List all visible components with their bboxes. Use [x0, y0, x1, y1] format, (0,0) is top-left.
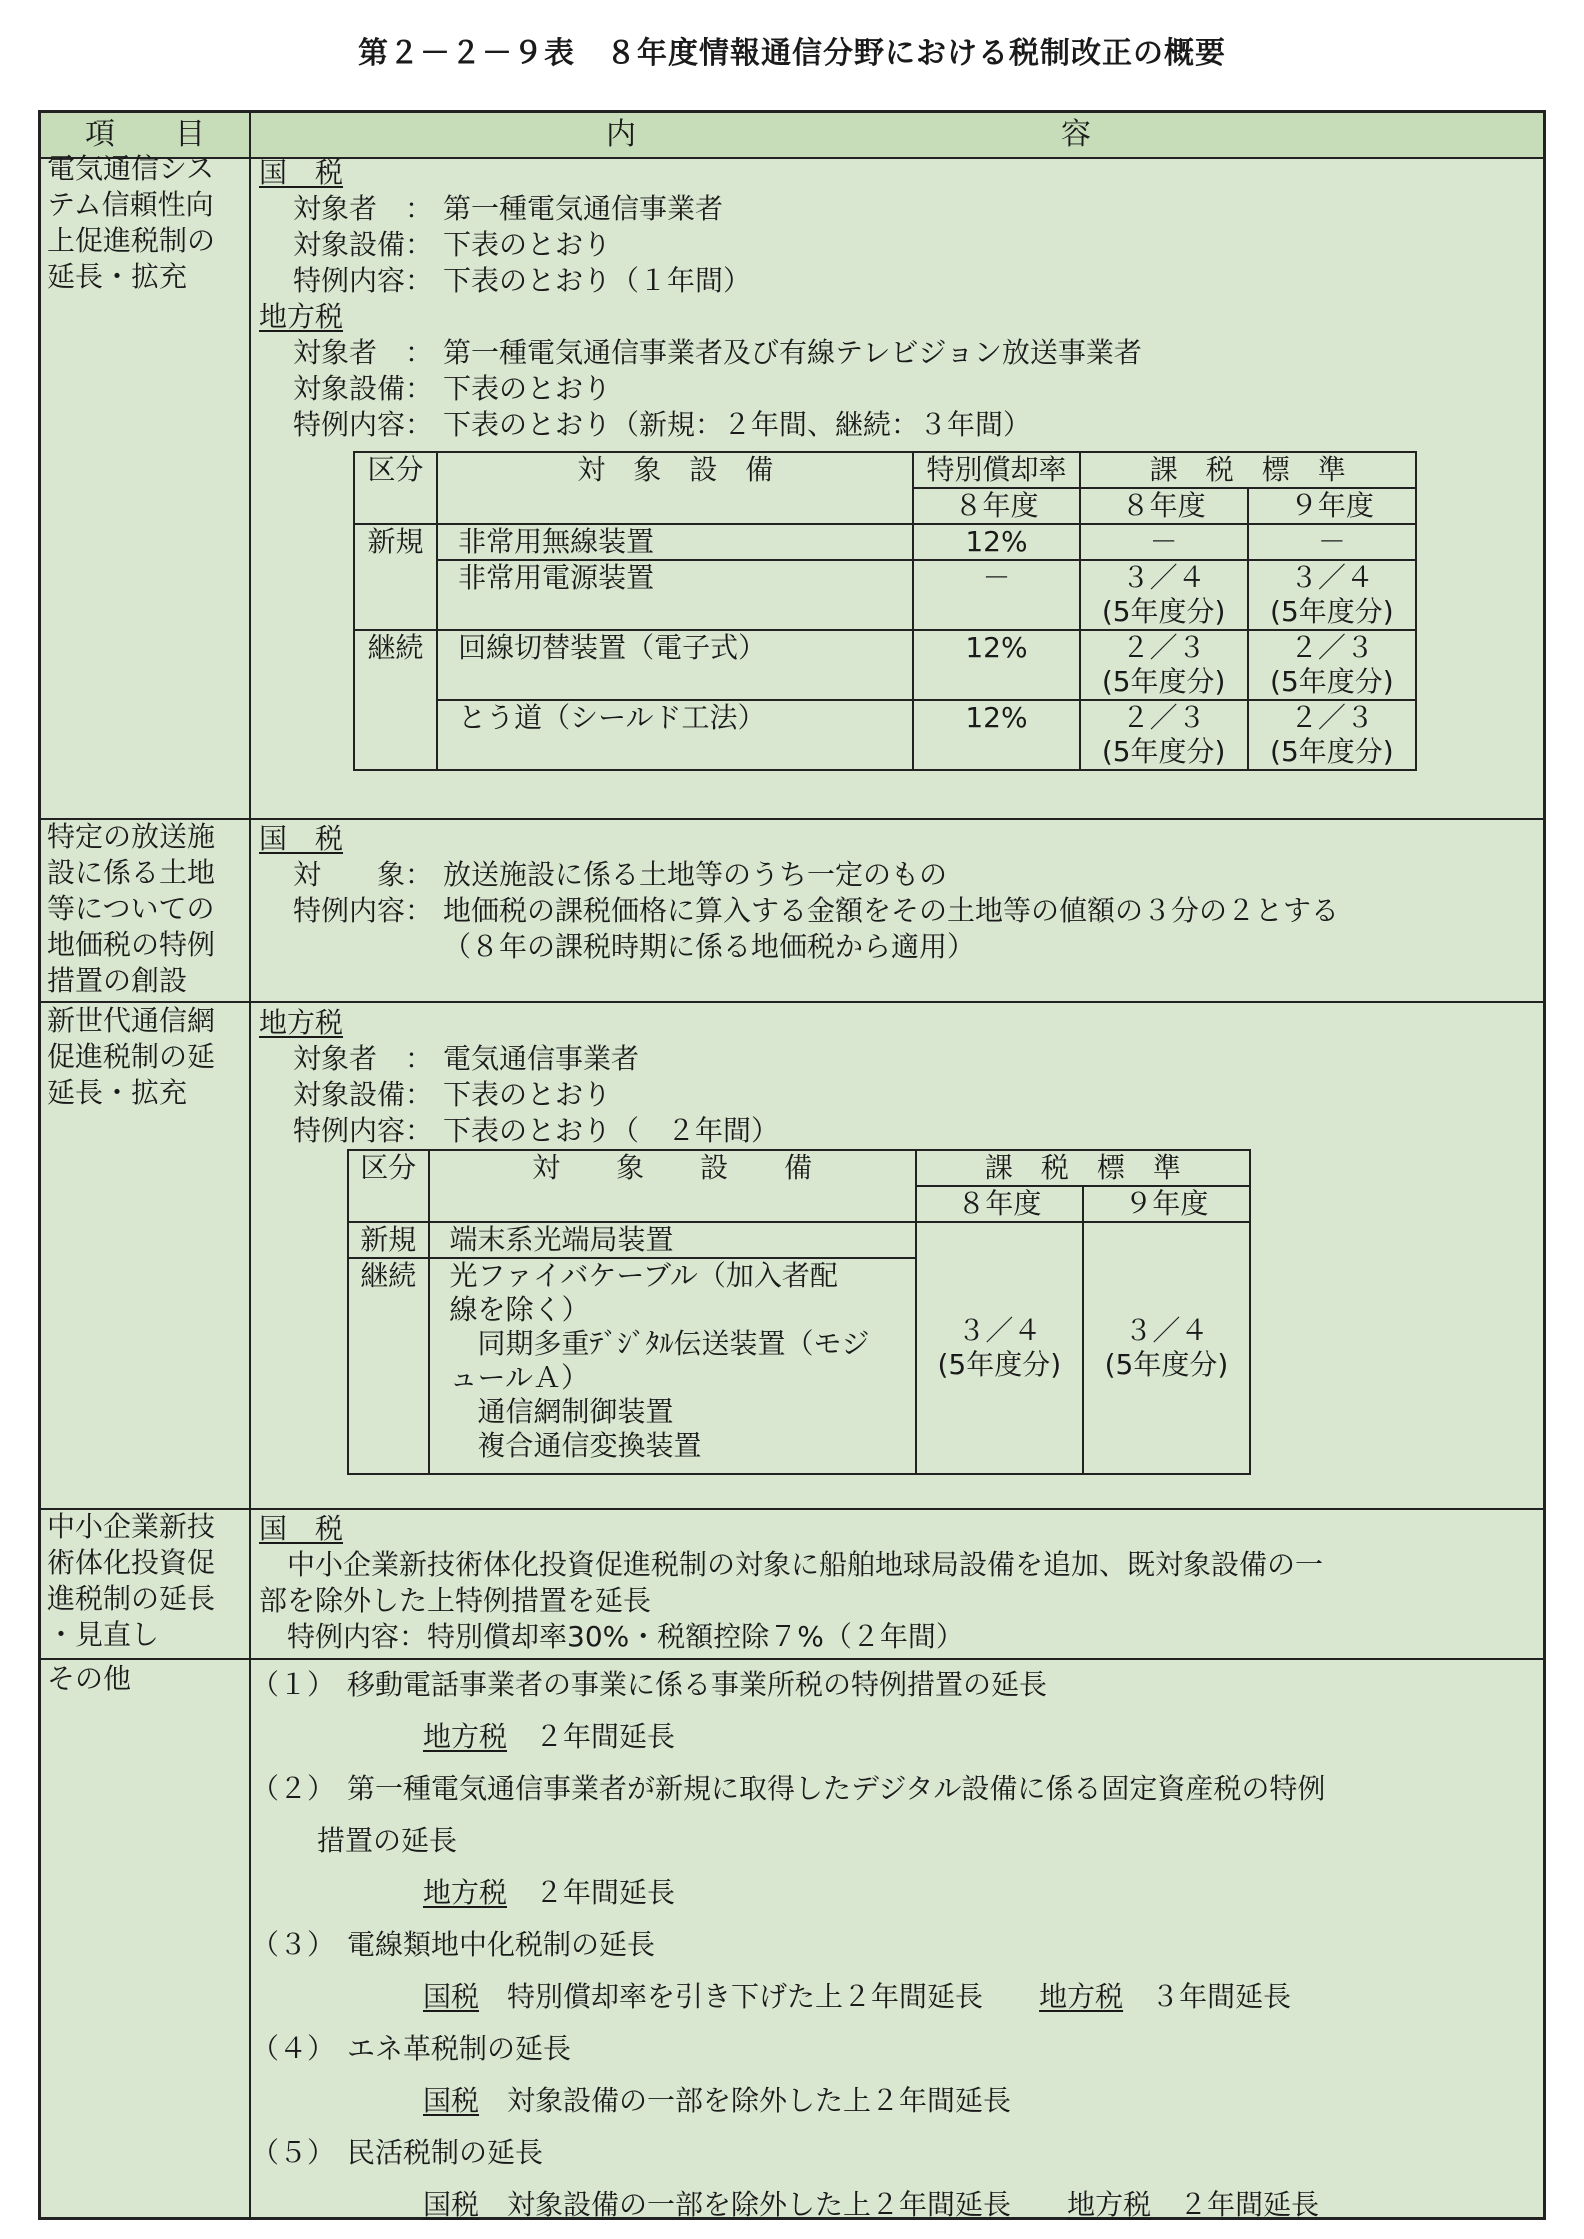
row-divider: [41, 818, 1543, 820]
col-header: ９年度: [1248, 488, 1416, 524]
col-header: ９年度: [1083, 1186, 1250, 1222]
field-label: 特例内容：: [293, 408, 434, 441]
row-content: [259, 155, 1142, 443]
table-cell: とう道（シールド工法）: [437, 700, 913, 770]
row-divider: [41, 1508, 1543, 1510]
entry-text: 第一種電気通信事業者が新規に取得したデジタル設備に係る固定資産税の特例: [347, 1772, 1326, 1805]
entry-number: （３）: [251, 1928, 336, 1961]
item-label: 特定の放送施 設に係る土地 等についての 地価税の特例 措置の創設: [47, 820, 216, 997]
field-label: 対象設備：: [293, 1078, 434, 1111]
header-item: 項 目: [41, 113, 249, 159]
section-head: 国 税: [259, 1512, 344, 1545]
row-content: [259, 1511, 1323, 1655]
table-cell: ２／３ (5年度分): [1080, 630, 1248, 700]
table-cell: ２／３ (5年度分): [1080, 700, 1248, 770]
tax-type: 国税: [423, 2084, 480, 2117]
entry-number: （４）: [251, 2032, 336, 2065]
col-header: 対 象 設 備: [429, 1150, 916, 1222]
col-header: 区分: [348, 1150, 429, 1222]
equipment-table: [353, 451, 1417, 771]
entry-text: 電線類地中化税制の延長: [347, 1928, 656, 1961]
table-cell: ３／４ (5年度分): [1083, 1222, 1250, 1474]
row-content: [251, 1659, 1325, 2231]
body-line: 特例内容：特別償却率30%・税額控除７%（２年間）: [259, 1620, 964, 1653]
entry-detail: 対象設備の一部を除外した上２年間延長: [507, 2188, 1012, 2221]
entry-number: （２）: [251, 1772, 336, 1805]
field-label: 対象設備：: [293, 228, 434, 261]
field-value: 地価税の課税価格に算入する金額をその土地等の値額の３分の２とする: [443, 894, 1340, 927]
table-cell: ３／４ (5年度分): [1080, 560, 1248, 630]
tax-type: 地方税: [1039, 1980, 1124, 2013]
entry-text: 措置の延長: [317, 1824, 458, 1857]
col-header: ８年度: [916, 1186, 1083, 1222]
tax-type: 地方税: [1067, 2188, 1152, 2221]
entry-detail: ２年間延長: [535, 1720, 676, 1753]
col-header: ８年度: [1080, 488, 1248, 524]
item-label: 電気通信シス テム信頼性向 上促進税制の 延長・拡充: [47, 152, 216, 293]
page-title: 第２－２－９表 ８年度情報通信分野における税制改正の概要: [358, 36, 1226, 71]
field-value: 電気通信事業者: [443, 1042, 640, 1075]
section-head: 地方税: [259, 1006, 344, 1039]
entry-text: 民活税制の延長: [347, 2136, 544, 2169]
body-line: 中小企業新技術体化投資促進税制の対象に船舶地球局設備を追加、既対象設備の一: [259, 1548, 1324, 1581]
table-cell: 光ファイバケーブル（加入者配 線を除く） 同期多重ﾃﾞｼﾞﾀﾙ伝送装置（モジ ュールＡ） 通信網制御装置 複合通信変換装置: [429, 1258, 916, 1474]
table-cell: －: [1080, 524, 1248, 560]
tax-type: 地方税: [423, 1876, 508, 1909]
table-cell: ３／４ (5年度分): [916, 1222, 1083, 1474]
field-label: 対象者 ：: [293, 1042, 434, 1075]
table-cell: 非常用電源装置: [437, 560, 913, 630]
tax-reform-table: [38, 110, 1546, 2220]
field-label: 対象設備：: [293, 372, 434, 405]
field-label: 特例内容：: [293, 264, 434, 297]
entry-detail: ２年間延長: [535, 1876, 676, 1909]
field-value: （８年の課税時期に係る地価税から適用）: [443, 930, 976, 963]
body-line: 部を除外した上特例措置を延長: [259, 1584, 652, 1617]
entry-number: （１）: [251, 1668, 336, 1701]
section-head: 国 税: [259, 156, 344, 189]
entry-text: 移動電話事業者の事業に係る事業所税の特例措置の延長: [347, 1668, 1048, 1701]
field-value: 放送施設に係る土地等のうち一定のもの: [443, 858, 948, 891]
table-cell: 12%: [913, 700, 1079, 770]
field-value: 第一種電気通信事業者及び有線テレビジョン放送事業者: [443, 336, 1142, 369]
equipment-table: [347, 1149, 1251, 1475]
item-label: 中小企業新技 術体化投資促 進税制の延長 ・見直し: [47, 1510, 216, 1651]
category-cell: 新規: [348, 1222, 429, 1258]
field-value: 下表のとおり（新規：２年間、継続：３年間）: [443, 408, 1032, 441]
header-content-left: 内: [606, 117, 636, 152]
entry-detail: 対象設備の一部を除外した上２年間延長: [507, 2084, 1012, 2117]
col-header: ８年度: [913, 488, 1079, 524]
row-divider: [41, 1001, 1543, 1003]
row-content: [259, 1005, 779, 1149]
field-value: 下表のとおり（１年間）: [443, 264, 752, 297]
field-value: 下表のとおり: [443, 1078, 612, 1111]
col-header: 課 税 標 準: [1080, 452, 1416, 488]
item-label: 新世代通信網 促進税制の延 延長・拡充: [47, 1004, 216, 1109]
col-header: 対 象 設 備: [437, 452, 913, 524]
entry-number: （５）: [251, 2136, 336, 2169]
col-header: 区分: [354, 452, 437, 524]
category-cell: 新規: [354, 524, 437, 630]
section-head: 国 税: [259, 822, 344, 855]
field-value: 下表のとおり: [443, 228, 612, 261]
tax-type: 国税: [423, 1980, 480, 2013]
col-header: 課 税 標 準: [916, 1150, 1250, 1186]
item-label: その他: [47, 1662, 132, 1695]
field-label: 対象者 ：: [293, 192, 434, 225]
table-cell: 12%: [913, 524, 1079, 560]
entry-detail: ３年間延長: [1151, 1980, 1292, 2013]
field-value: 下表のとおり（ ２年間）: [443, 1114, 780, 1147]
entry-detail: ２年間延長: [1179, 2188, 1320, 2221]
field-label: 対象者 ：: [293, 336, 434, 369]
header-content: [251, 113, 1543, 159]
entry-detail: 特別償却率を引き下げた上２年間延長: [507, 1980, 984, 2013]
table-cell: 端末系光端局装置: [429, 1222, 916, 1258]
header-content-right: 容: [1061, 117, 1091, 152]
table-cell: 12%: [913, 630, 1079, 700]
field-label: 特例内容：: [293, 1114, 434, 1147]
tax-type: 国税: [423, 2188, 480, 2221]
field-value: 下表のとおり: [443, 372, 612, 405]
field-label: 対 象：: [293, 858, 434, 891]
category-cell: 継続: [348, 1258, 429, 1474]
table-cell: －: [1248, 524, 1416, 560]
table-cell: 回線切替装置（電子式）: [437, 630, 913, 700]
table-cell: 非常用無線装置: [437, 524, 913, 560]
table-cell: ２／３ (5年度分): [1248, 700, 1416, 770]
category-cell: 継続: [354, 630, 437, 770]
entry-text: エネ革税制の延長: [347, 2032, 572, 2065]
field-value: 第一種電気通信事業者: [443, 192, 724, 225]
table-cell: ３／４ (5年度分): [1248, 560, 1416, 630]
table-cell: －: [913, 560, 1079, 630]
table-cell: ２／３ (5年度分): [1248, 630, 1416, 700]
section-head: 地方税: [259, 300, 344, 333]
row-content: [259, 821, 1339, 965]
col-header: 特別償却率: [913, 452, 1079, 488]
tax-type: 地方税: [423, 1720, 508, 1753]
field-label: 特例内容：: [293, 894, 434, 927]
